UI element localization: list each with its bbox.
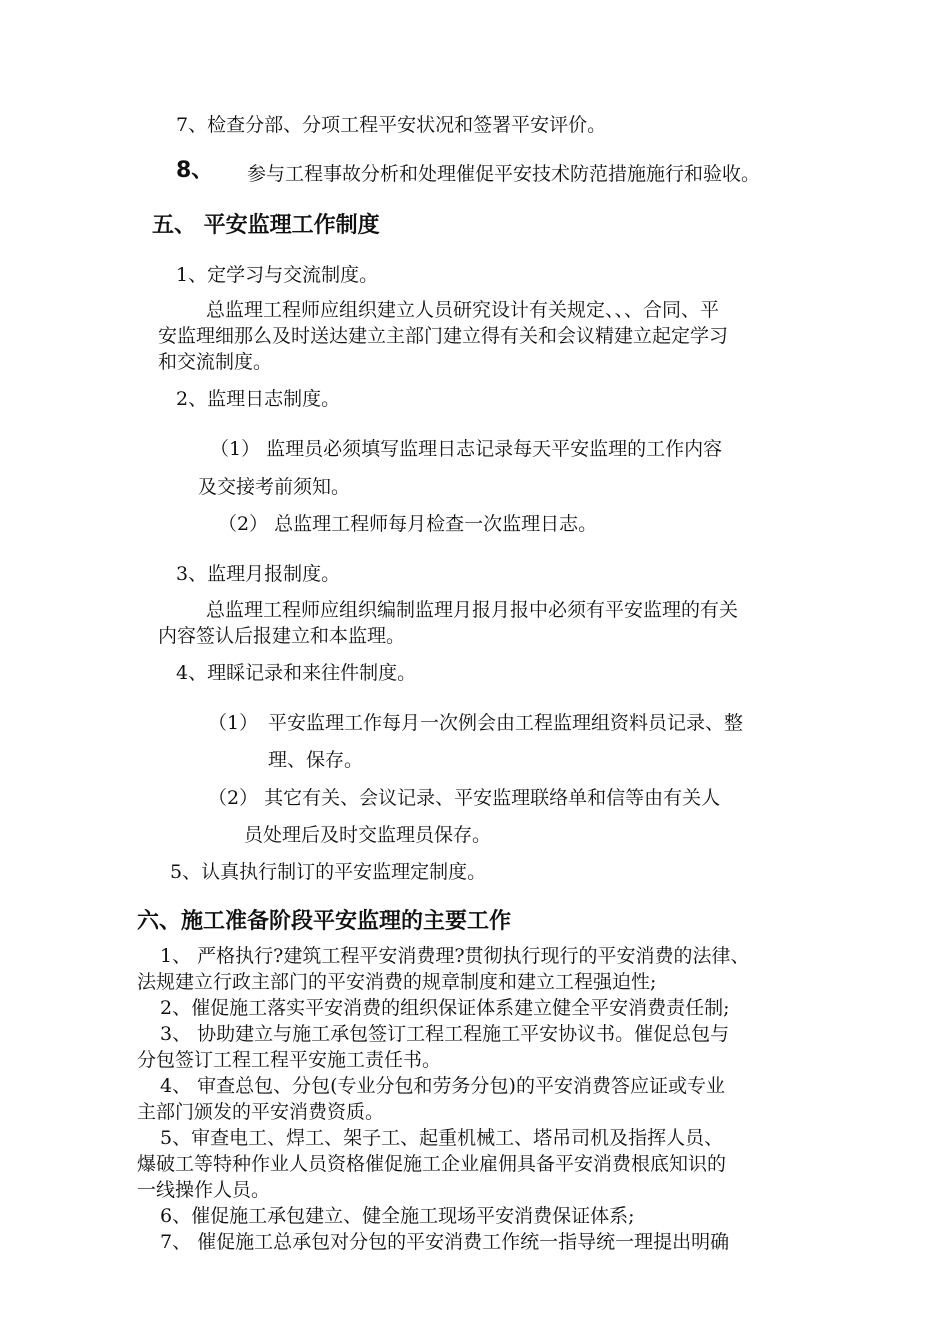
work-item-line: 一线操作人员。 xyxy=(137,1179,271,1201)
section-5-item-2-title: 2、监理日志制度。 xyxy=(176,388,341,410)
section-6-heading: 六、施工准备阶段平安监理的主要工作 xyxy=(137,908,512,934)
work-item-line: 7、 催促施工总承包对分包的平安消费工作统一指导统一理提出明确 xyxy=(160,1231,730,1253)
paragraph-line: 总监理工程师应组织编制监理月报月报中必须有平安监理的有关 xyxy=(206,599,739,621)
item-8-number: 8、 xyxy=(176,158,214,183)
sub-item-line: 及交接考前须知。 xyxy=(198,476,351,498)
paragraph-line: 安监理细那么及时送达建立主部门建立得有关和会议精建立起定学习 xyxy=(158,325,729,347)
sub-item-line: 平安监理工作每月一次例会由工程监理组资料员记录、整 xyxy=(268,712,744,734)
section-5-item-1-title: 1、定学习与交流制度。 xyxy=(176,264,379,286)
section-5-item-4-title: 4、理睬记录和来往件制度。 xyxy=(176,662,417,684)
work-item-line: 分包签订工程工程平安施工责任书。 xyxy=(137,1049,442,1071)
paragraph-line: 内容签认后报建立和本监理。 xyxy=(158,625,406,647)
work-item-line: 6、催促施工承包建立、健全施工现场平安消费保证体系; xyxy=(160,1205,635,1227)
item-7: 7、检查分部、分项工程平安状况和签署平安评价。 xyxy=(176,114,607,136)
paragraph-line: 总监理工程师应组织建立人员研究设计有关规定、、、合同、平 xyxy=(206,299,720,321)
work-item-line: 3、 协助建立与施工承包签订工程工程施工平安协议书。催促总包与 xyxy=(160,1023,730,1045)
sub-item-line: 理、保存。 xyxy=(268,749,364,771)
sub-item-line: （1） 监理员必须填写监理日志记录每天平安监理的工作内容 xyxy=(210,438,723,460)
work-item-line: 法规建立行政主部门的平安消费的规章制度和建立工程强迫性; xyxy=(137,971,657,993)
work-item-line: 5、审查电工、焊工、架子工、起重机械工、塔吊司机及指挥人员、 xyxy=(160,1127,724,1149)
sub-item-number: （1） xyxy=(208,712,259,734)
sub-item-line: 员处理后及时交监理员保存。 xyxy=(244,824,492,846)
work-item-line: 2、催促施工落实平安消费的组织保证体系建立健全平安消费责任制; xyxy=(160,997,730,1019)
item-8: 参与工程事故分析和处理催促平安技术防范措施施行和验收。 xyxy=(247,163,761,185)
paragraph-line: 和交流制度。 xyxy=(158,351,273,373)
sub-item-line: （2） 总监理工程师每月检查一次监理日志。 xyxy=(218,513,598,535)
section-5-heading: 五、 平安监理工作制度 xyxy=(152,212,380,238)
work-item-line: 1、 严格执行?建筑工程平安消费理?贯彻执行现行的平安消费的法律、 xyxy=(160,945,750,967)
work-item-line: 爆破工等特种作业人员资格催促施工企业雇佣具备平安消费根底知识的 xyxy=(137,1153,727,1175)
work-item-line: 4、 审查总包、分包(专业分包和劳务分包)的平安消费答应证或专业 xyxy=(160,1075,725,1097)
work-item-line: 主部门颁发的平安消费资质。 xyxy=(137,1101,385,1123)
sub-item-line: （2） 其它有关、会议记录、平安监理联络单和信等由有关人 xyxy=(208,787,721,809)
section-5-item-5-title: 5、认真执行制订的平安监理定制度。 xyxy=(170,861,487,883)
section-5-item-3-title: 3、监理月报制度。 xyxy=(176,563,341,585)
